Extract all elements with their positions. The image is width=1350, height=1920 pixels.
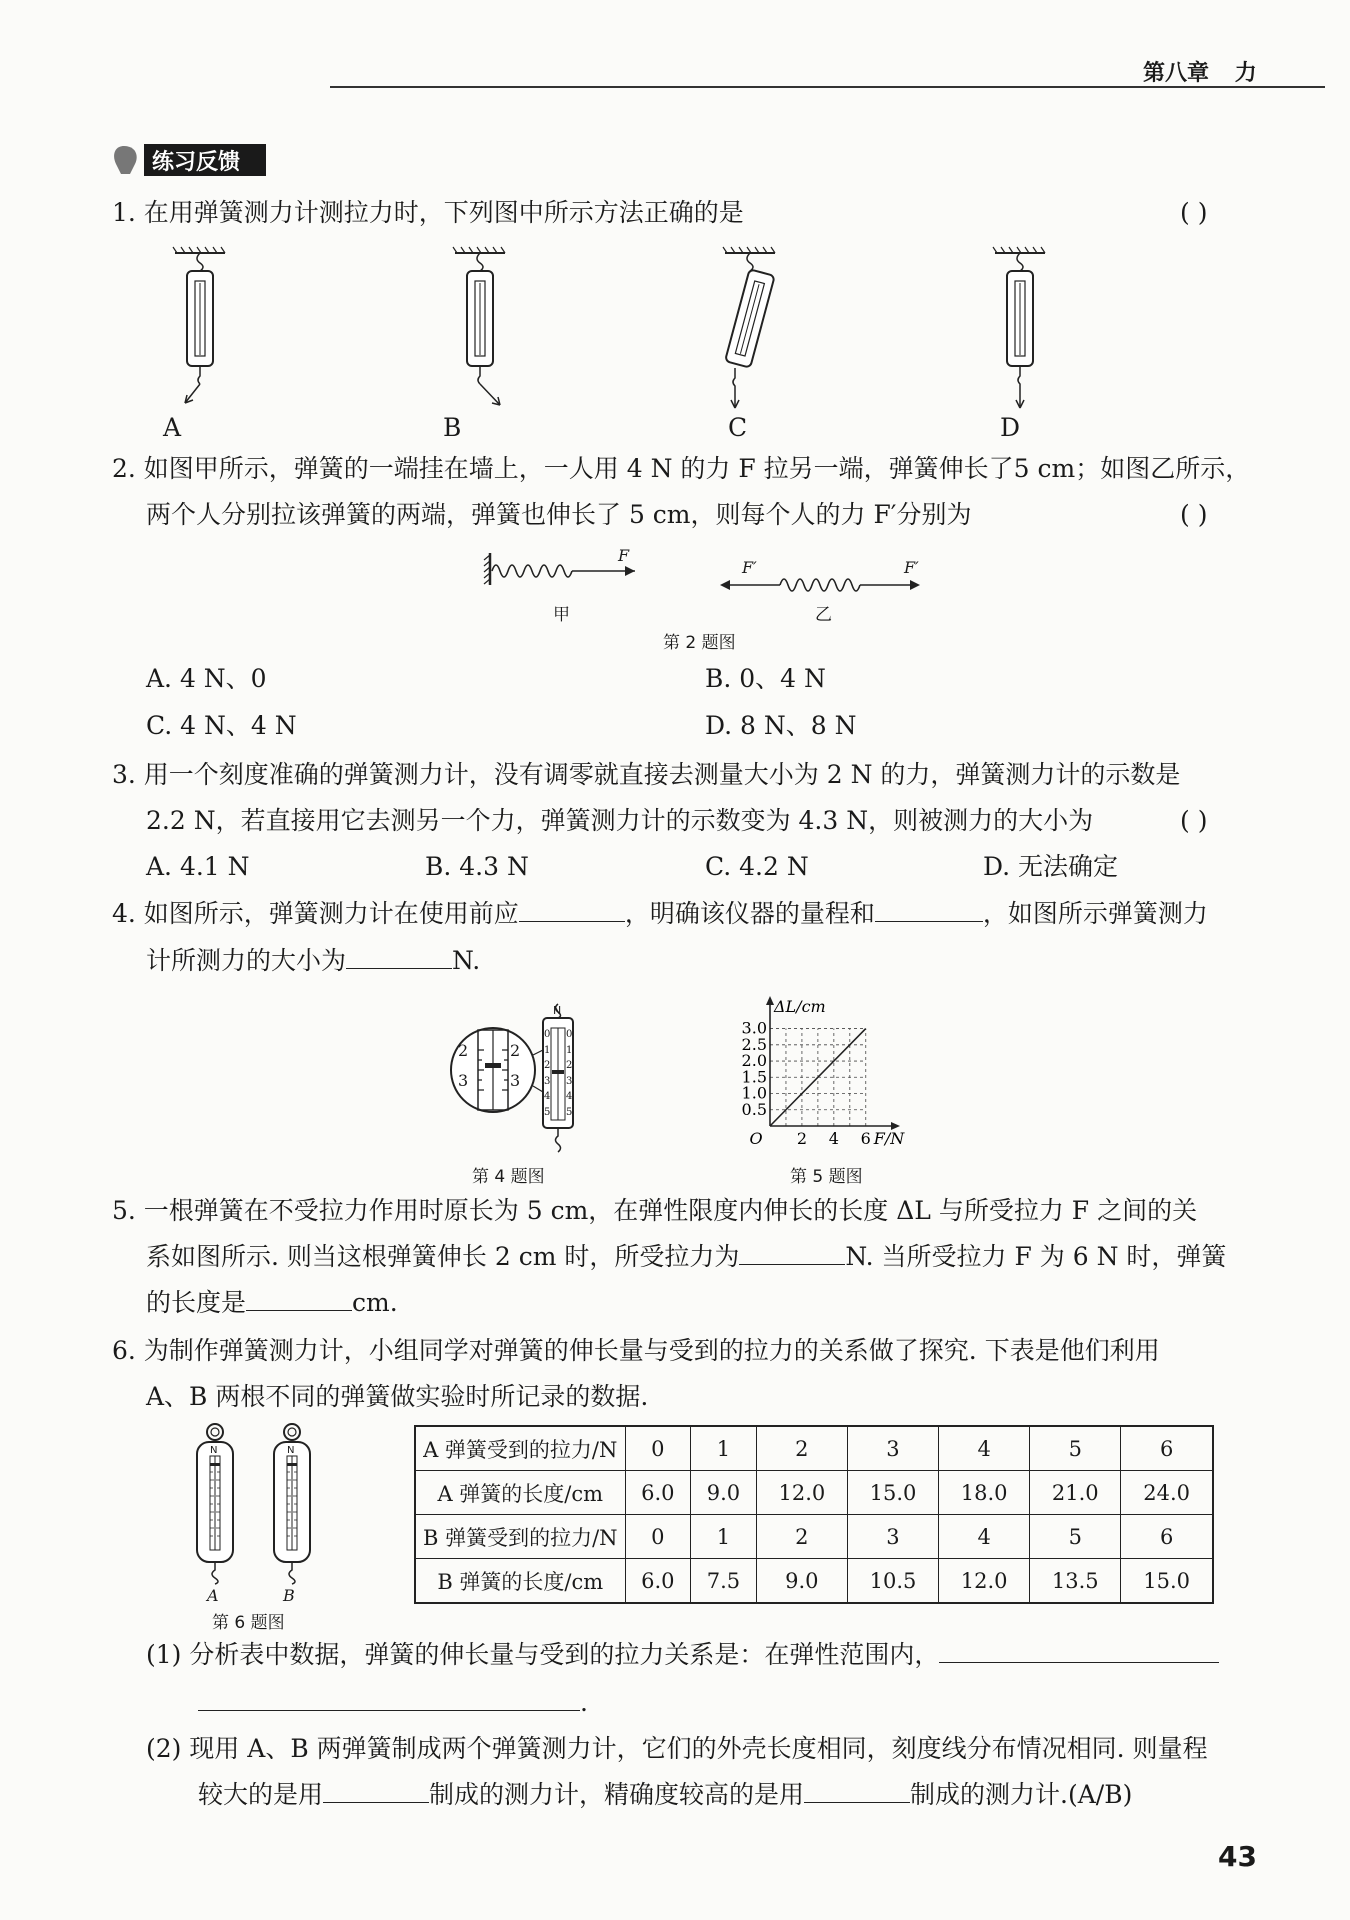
q5-blank-2[interactable] <box>246 1280 352 1311</box>
q4-meter-unit: N <box>553 1004 562 1017</box>
x-tick-label: 2 <box>796 1129 808 1148</box>
table-cell: 10.5 <box>847 1559 938 1604</box>
q6-meter-a-unit: N <box>210 1445 218 1456</box>
question-2-line-1: 2. 如图甲所示，弹簧的一端挂在墙上，一人用 4 N 的力 F 拉另一端，弹簧伸长了5 cm；如图乙所示， <box>112 454 1251 483</box>
x-axis-label: F/N <box>873 1129 905 1148</box>
origin-label: O <box>749 1129 763 1148</box>
question-6-sub-2-line-1: (2) 现用 A、B 两弹簧制成两个弹簧测力计，它们的外壳长度相同，刻度线分布情况相同. 则量程 <box>146 1734 1208 1763</box>
q6-meter-b-unit: N <box>287 1445 295 1456</box>
q4-tick-left-5: 5 <box>544 1106 551 1118</box>
question-1-answer-paren: ( ) <box>1180 198 1208 227</box>
q1-label-b: B <box>443 413 462 442</box>
table-cell: 4 <box>939 1426 1030 1471</box>
spring-wall-figure <box>484 553 635 585</box>
q2-option-d: D. 8 N、8 N <box>705 711 857 740</box>
table-cell: 9.0 <box>756 1559 847 1604</box>
spring-scale-d <box>993 247 1045 408</box>
q4-tick-left-0: 0 <box>544 1029 551 1040</box>
q5-caption: 第 5 题图 <box>790 1167 863 1187</box>
table-row <box>415 1471 1213 1515</box>
table-row <box>415 1559 1213 1604</box>
table-cell: 9.0 <box>691 1471 757 1515</box>
question-3-line-2: 2.2 N，若直接用它去测另一个力，弹簧测力计的示数变为 4.3 N，则被测力的大小为 <box>146 806 1094 835</box>
q4-text-d: 计所测力的大小为 <box>146 946 347 975</box>
question-5-line-3 <box>146 1280 398 1326</box>
table-cell: 2 <box>756 1426 847 1471</box>
q6-meter-label-b: B <box>283 1586 295 1605</box>
q4-tick-left-1: 1 <box>544 1044 551 1056</box>
question-2-answer-paren: ( ) <box>1180 500 1208 529</box>
table-cell: 18.0 <box>939 1471 1030 1515</box>
q4-blank-3[interactable] <box>346 938 452 969</box>
table-cell: 15.0 <box>847 1471 938 1515</box>
q4-tick-left-3: 3 <box>544 1075 551 1087</box>
q5-text-a: 系如图所示. 则当这根弹簧伸长 2 cm 时，所受拉力为 <box>146 1242 740 1271</box>
chapter-label: 第八章 <box>1143 61 1210 86</box>
q2-fig-jia: 甲 <box>553 605 570 625</box>
y-tick-label: 2.5 <box>741 1034 767 1054</box>
q4-tick-left-4: 4 <box>544 1091 551 1102</box>
spring-two-people-figure <box>720 579 920 591</box>
q4-tick-right-5: 5 <box>566 1106 573 1118</box>
q4-zoom-label-3-right: 3 <box>510 1071 521 1090</box>
question-5-line-1: 5. 一根弹簧在不受拉力作用时原长为 5 cm，在弹性限度内伸长的长度 ΔL 与所受拉力 F 之间的关 <box>112 1196 1198 1225</box>
q6-caption: 第 6 题图 <box>212 1613 285 1633</box>
q6-sub1-text: (1) 分析表中数据，弹簧的伸长量与受到的拉力关系是：在弹性范围内， <box>146 1640 940 1669</box>
spring-scale-c <box>723 247 775 408</box>
table-row <box>415 1426 1213 1471</box>
q4-tick-left-2: 2 <box>544 1060 551 1071</box>
table-row-label: B 弹簧的长度/cm <box>415 1559 625 1604</box>
table-cell: 6 <box>1121 1426 1213 1471</box>
q5-blank-1[interactable] <box>739 1234 845 1265</box>
q4-blank-2[interactable] <box>875 891 983 922</box>
q1-label-d: D <box>1000 413 1021 442</box>
question-3-answer-paren: ( ) <box>1180 806 1208 835</box>
header-chapter <box>1143 56 1257 87</box>
x-tick-label: 4 <box>828 1129 839 1148</box>
question-2-line-2: 两个人分别拉该弹簧的两端，弹簧也伸长了 5 cm，则每个人的力 F′分别为 <box>146 500 972 529</box>
q2-force-label-f: F <box>618 546 630 565</box>
q4-text-a: 4. 如图所示，弹簧测力计在使用前应 <box>112 899 519 928</box>
table-cell: 21.0 <box>1030 1471 1121 1515</box>
y-tick-label: 2.0 <box>741 1051 767 1071</box>
q4-text-b: ，明确该仪器的量程和 <box>624 899 875 928</box>
section-title: 练习反馈 <box>152 150 241 175</box>
table-cell: 6.0 <box>625 1471 691 1515</box>
table-cell: 1 <box>691 1515 757 1559</box>
question-6-sub-1 <box>146 1632 1219 1678</box>
q4-tick-right-3: 3 <box>566 1075 573 1087</box>
table-cell: 2 <box>756 1515 847 1559</box>
table-cell: 5 <box>1030 1426 1121 1471</box>
header-rule <box>330 86 1325 88</box>
y-axis-arrow <box>766 996 774 1005</box>
table-row-label: B 弹簧受到的拉力/N <box>415 1515 625 1559</box>
q4-tick-right-2: 2 <box>566 1060 573 1071</box>
table-cell: 24.0 <box>1121 1471 1213 1515</box>
table-cell: 0 <box>625 1515 691 1559</box>
page-number: 43 <box>1218 1840 1257 1873</box>
q6-sub2-text-c: 制成的测力计.(A/B) <box>910 1780 1133 1809</box>
q4-caption: 第 4 题图 <box>472 1167 545 1187</box>
q4-tick-right-1: 1 <box>566 1044 573 1056</box>
x-tick-label: 6 <box>860 1129 871 1148</box>
table-cell: 5 <box>1030 1515 1121 1559</box>
q3-option-c: C. 4.2 N <box>705 852 809 881</box>
q4-tick-right-4: 4 <box>566 1091 573 1102</box>
table-cell: 3 <box>847 1515 938 1559</box>
question-6-sub-2-line-2 <box>198 1772 1132 1818</box>
q6-sub1-end: . <box>580 1688 588 1717</box>
y-tick-label: 0.5 <box>741 1099 767 1119</box>
q4-text-c: ，如图所示弹簧测力 <box>982 899 1208 928</box>
q6-blank-2a[interactable] <box>323 1772 429 1803</box>
y-tick-label: 1.5 <box>741 1067 767 1087</box>
spring-scale-a <box>173 247 225 403</box>
table-row <box>415 1515 1213 1559</box>
table-cell: 6.0 <box>625 1559 691 1604</box>
y-tick-label: 3.0 <box>741 1018 767 1038</box>
question-6-sub-1-cont <box>198 1680 588 1726</box>
table-cell: 3 <box>847 1426 938 1471</box>
y-axis-label: ΔL/cm <box>774 997 826 1016</box>
table-cell: 13.5 <box>1030 1559 1121 1604</box>
q6-blank-1b[interactable] <box>198 1680 580 1711</box>
q6-meter-label-a: A <box>207 1586 219 1605</box>
question-2-figure <box>480 545 940 625</box>
q4-tick-right-0: 0 <box>566 1029 573 1040</box>
q5-text-b: N. 当所受拉力 F 为 6 N 时，弹簧 <box>845 1242 1227 1271</box>
table-cell: 0 <box>625 1426 691 1471</box>
q5-text-d: cm. <box>352 1288 398 1317</box>
q3-option-d: D. 无法确定 <box>983 852 1119 881</box>
y-tick-label: 1.0 <box>741 1083 767 1103</box>
q2-option-a: A. 4 N、0 <box>146 664 267 693</box>
table-cell: 12.0 <box>756 1471 847 1515</box>
q6-sub2-text-a: 较大的是用 <box>198 1780 324 1809</box>
table-cell: 7.5 <box>691 1559 757 1604</box>
question-4-line-1 <box>112 891 1208 937</box>
q3-option-b: B. 4.3 N <box>425 852 529 881</box>
chapter-title: 力 <box>1234 61 1257 86</box>
q3-option-a: A. 4.1 N <box>146 852 250 881</box>
q4-zoom-label-2-right: 2 <box>510 1041 521 1060</box>
question-1-figure <box>130 243 1060 443</box>
question-3-line-1: 3. 用一个刻度准确的弹簧测力计，没有调零就直接去测量大小为 2 N 的力，弹簧测力计的示数是 <box>112 760 1181 789</box>
spring-scale-b <box>453 247 505 405</box>
q6-blank-2b[interactable] <box>804 1772 910 1803</box>
table-row-label: A 弹簧受到的拉力/N <box>415 1426 625 1471</box>
question-6-line-1: 6. 为制作弹簧测力计，小组同学对弹簧的伸长量与受到的拉力的关系做了探究. 下表是他们利用 <box>112 1336 1160 1365</box>
q2-fig-yi: 乙 <box>815 605 832 625</box>
q1-label-c: C <box>728 413 748 442</box>
question-5-line-2 <box>146 1234 1226 1280</box>
q2-force-label-fp-right: F′ <box>904 558 919 577</box>
table-cell: 12.0 <box>939 1559 1030 1604</box>
q2-option-b: B. 0、4 N <box>705 664 826 693</box>
question-4-line-2 <box>146 938 480 984</box>
q1-label-a: A <box>163 413 182 442</box>
question-6-line-2: A、B 两根不同的弹簧做实验时所记录的数据. <box>146 1382 649 1411</box>
table-cell: 6 <box>1121 1515 1213 1559</box>
q4-blank-1[interactable] <box>519 891 625 922</box>
question-5-chart <box>720 996 940 1166</box>
table-cell: 15.0 <box>1121 1559 1213 1604</box>
q2-option-c: C. 4 N、4 N <box>146 711 297 740</box>
q5-text-c: 的长度是 <box>146 1288 247 1317</box>
q6-sub2-text-b: 制成的测力计，精确度较高的是用 <box>429 1780 805 1809</box>
table-cell: 4 <box>939 1515 1030 1559</box>
q6-blank-1a[interactable] <box>939 1632 1219 1663</box>
table-cell: 1 <box>691 1426 757 1471</box>
q4-scale-right <box>566 1027 572 1120</box>
table-row-label: A 弹簧的长度/cm <box>415 1471 625 1515</box>
q4-zoom-label-3-left: 3 <box>458 1071 469 1090</box>
q2-force-label-fp-left: F′ <box>742 558 757 577</box>
q4-zoom-label-2-left: 2 <box>458 1041 469 1060</box>
q4-scale-left <box>544 1027 550 1120</box>
question-1-text: 1. 在用弹簧测力计测拉力时，下列图中所示方法正确的是 <box>112 198 744 227</box>
q6-data-table <box>414 1425 1214 1604</box>
q4-text-e: N. <box>452 946 481 975</box>
q2-caption: 第 2 题图 <box>663 633 736 653</box>
